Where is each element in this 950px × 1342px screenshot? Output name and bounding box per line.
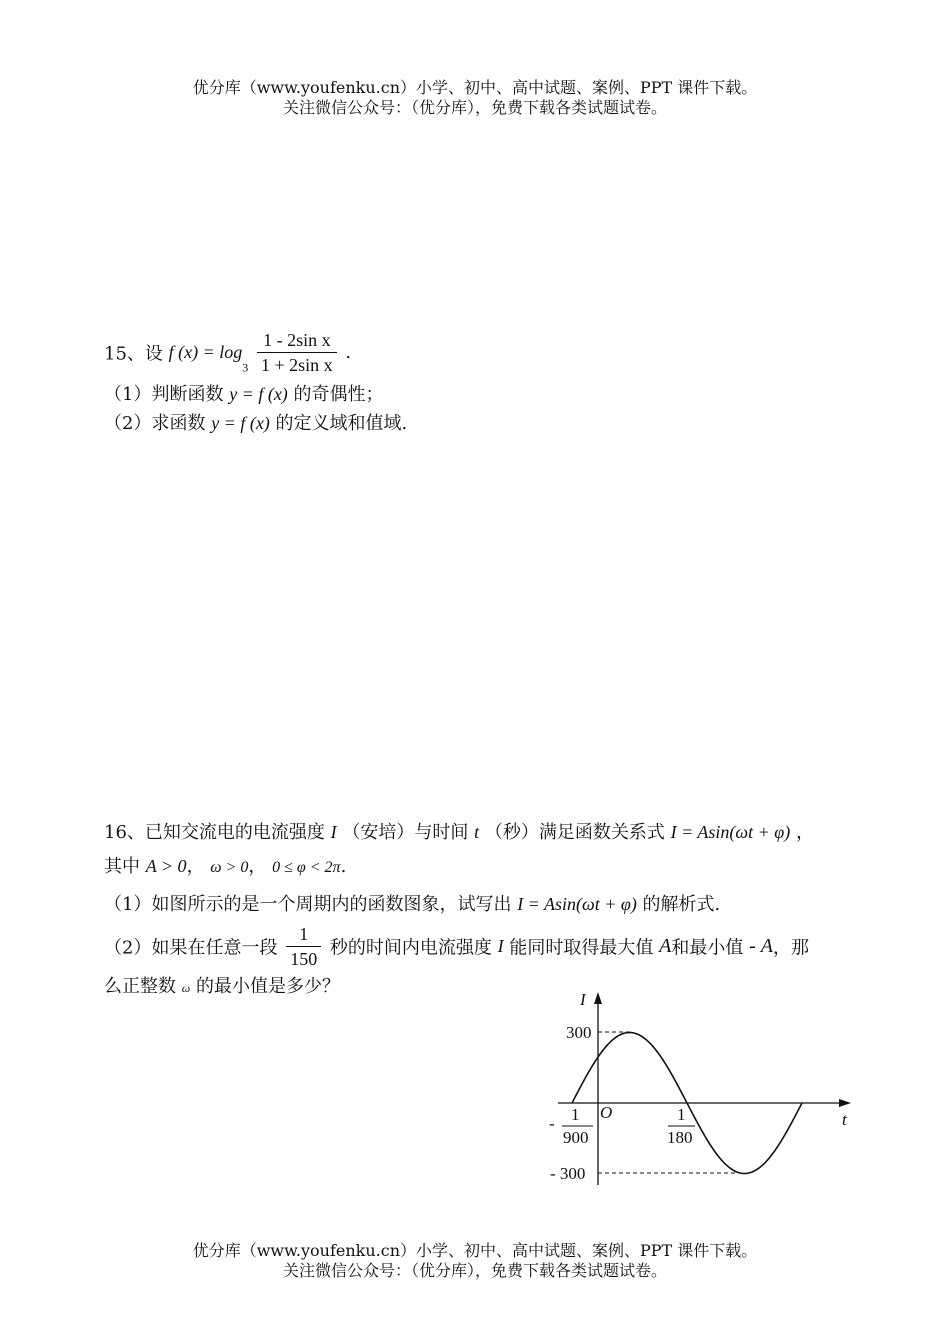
x-right-numerator: 1	[677, 1105, 686, 1124]
x-axis-arrow	[839, 1099, 851, 1107]
q16-part-2	[104, 922, 809, 971]
q15-fraction-numerator: 1 - 2sin x	[257, 328, 337, 353]
q16-p1-text: （1）如图所示的是一个周期内的函数图象，试写出	[104, 894, 512, 915]
q16-l1-var-t: t	[474, 822, 480, 842]
q16-p1-formula: I = Asin(ωt + φ)	[517, 894, 637, 914]
origin-label: O	[600, 1103, 613, 1122]
q16-l1-var-I: I	[330, 822, 337, 842]
q16-l1-text-c: （秒）满足函数关系式	[484, 822, 665, 843]
sine-graph	[540, 988, 860, 1188]
q16-p2-fraction	[286, 922, 321, 971]
q16-p2-fraction-numerator: 1	[286, 922, 321, 947]
y-axis-arrow	[594, 992, 602, 1004]
q16-l2-text: 其中	[104, 856, 140, 877]
q16-p2-var-negA: - A	[749, 935, 773, 957]
y-max-label: 300	[566, 1023, 592, 1042]
q15-statement	[104, 328, 351, 377]
header-line-1: 优分库（www.youfenku.cn）小学、初中、高中试题、案例、PPT 课件下载。	[192, 78, 758, 97]
q16-l1-formula: I = Asin(ωt + φ)	[670, 822, 791, 842]
q15-log-base: 3	[242, 360, 249, 375]
x-left-denominator: 900	[563, 1128, 589, 1147]
q15-p2-text: （2）求函数	[104, 413, 206, 434]
q16-p2-text-e: ，那	[772, 937, 809, 959]
header-line-2: 关注微信公众号：（优分库），免费下载各类试题试卷。	[282, 98, 667, 117]
q15-p2-text-end: 的定义域和值域.	[275, 413, 408, 434]
q15-p1-text-end: 的奇偶性；	[293, 384, 384, 405]
q16-sep-2: ，	[248, 856, 267, 877]
q16-line-2	[104, 852, 346, 878]
footer-line-1: 优分库（www.youfenku.cn）小学、初中、高中试题、案例、PPT 课件下载。	[192, 1241, 758, 1260]
x-left-numerator: 1	[571, 1105, 580, 1124]
q15-end: .	[345, 342, 352, 363]
q15-prefix: 15、设	[104, 343, 163, 365]
q16-p3-omega: ω	[181, 981, 191, 995]
q16-l1-text-b: （安培）与时间	[342, 822, 469, 843]
q15-p1-text: （1）判断函数	[104, 384, 224, 405]
q15-fraction	[257, 328, 337, 377]
footer-line-2: 关注微信公众号：（优分库），免费下载各类试题试卷。	[282, 1261, 667, 1280]
q16-p1-text-end: 的解析式.	[642, 894, 721, 915]
y-min-label: - 300	[550, 1164, 586, 1183]
q16-cond-phi: 0 ≤ φ < 2π	[272, 859, 341, 876]
q15-p2-expr: y = f (x)	[211, 413, 270, 433]
q16-p2-text-b: 秒的时间内电流强度	[329, 937, 492, 959]
q16-line-1	[104, 818, 814, 844]
q16-part-2-cont	[104, 972, 340, 998]
q16-sep-1: ，	[186, 856, 205, 877]
x-right-denominator: 180	[667, 1128, 693, 1147]
q15-fraction-denominator: 1 + 2sin x	[261, 355, 333, 375]
y-axis-label: I	[580, 990, 586, 1009]
x-axis-label: t	[842, 1110, 847, 1129]
q16-p2-text-a: （2）如果在任意一段	[104, 937, 278, 959]
q16-p2-text-c: 能同时取得最大值	[509, 937, 654, 959]
q16-p3-text-a: 么正整数	[104, 976, 176, 997]
q16-p2-var-A: A	[659, 935, 672, 957]
q16-l1-text-d: ，	[795, 822, 814, 843]
q16-l1-text-a: 16、已知交流电的电流强度	[104, 822, 325, 843]
x-left-sign: -	[549, 1114, 555, 1133]
q16-p2-fraction-denominator: 150	[290, 949, 318, 969]
q16-cond-omega: ω > 0	[210, 859, 249, 876]
q15-part-1	[104, 380, 384, 406]
q16-p3-text-b: 的最小值是多少？	[195, 976, 340, 997]
q15-p1-expr: y = f (x)	[229, 384, 288, 404]
q15-fx: f (x) = log	[168, 342, 243, 362]
q16-p2-text-d: 和最小值	[671, 937, 744, 959]
q16-cond-A: A > 0	[145, 856, 187, 876]
q16-l2-end: .	[340, 856, 347, 877]
q16-p2-var-I: I	[497, 936, 504, 956]
q15-part-2	[104, 409, 407, 435]
q16-part-1	[104, 890, 720, 916]
